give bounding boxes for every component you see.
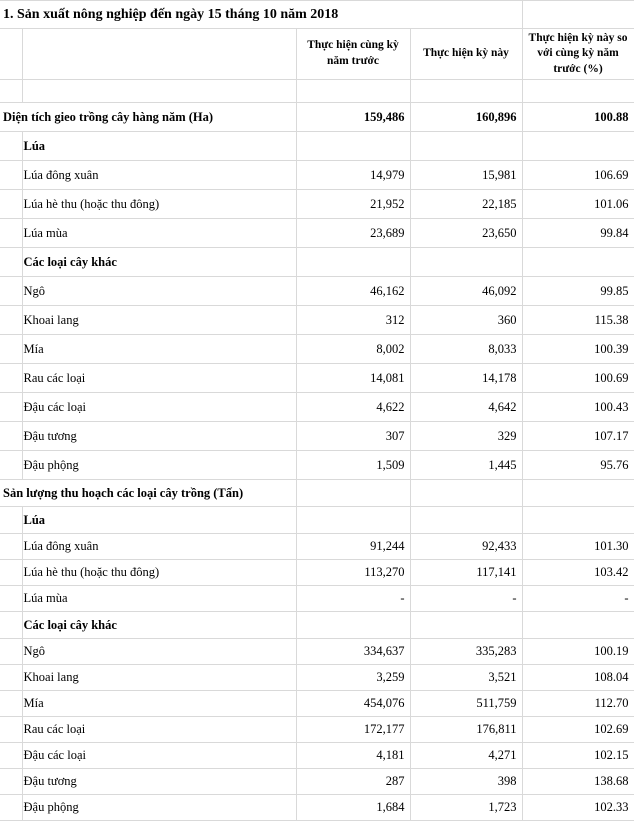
value-cur: 15,981 — [410, 161, 522, 190]
table-row — [0, 190, 634, 219]
empty-cell — [410, 248, 522, 277]
value-cur: 511,759 — [410, 691, 522, 717]
section-prev: 159,486 — [296, 103, 410, 132]
empty-cell — [0, 534, 22, 560]
value-cur: 329 — [410, 422, 522, 451]
value-pct: 100.69 — [522, 364, 634, 393]
group-row — [0, 248, 634, 277]
table-row — [0, 277, 634, 306]
empty-cell — [0, 190, 22, 219]
section-pct: 100.88 — [522, 103, 634, 132]
table-row — [0, 422, 634, 451]
table-row — [0, 534, 634, 560]
value-cur: 14,178 — [410, 364, 522, 393]
row-label: Khoai lang — [22, 665, 296, 691]
value-prev: 287 — [296, 769, 410, 795]
empty-cell — [0, 717, 22, 743]
value-prev: 91,244 — [296, 534, 410, 560]
empty-cell — [410, 507, 522, 534]
row-label: Mía — [22, 335, 296, 364]
row-label: Lúa đông xuân — [22, 161, 296, 190]
value-pct: - — [522, 586, 634, 612]
group-row — [0, 507, 634, 534]
header-cur: Thực hiện kỳ này — [410, 29, 522, 80]
empty-cell — [0, 364, 22, 393]
value-pct: 115.38 — [522, 306, 634, 335]
table-row — [0, 451, 634, 480]
row-label: Đậu phộng — [22, 451, 296, 480]
group-label: Lúa — [22, 132, 296, 161]
row-label: Lúa mùa — [22, 586, 296, 612]
table-row — [0, 717, 634, 743]
value-prev: 1,509 — [296, 451, 410, 480]
group-label: Các loại cây khác — [22, 612, 296, 639]
value-prev: 312 — [296, 306, 410, 335]
empty-cell — [0, 507, 22, 534]
value-cur: 4,271 — [410, 743, 522, 769]
value-pct: 138.68 — [522, 769, 634, 795]
empty-cell — [0, 393, 22, 422]
empty-cell — [0, 248, 22, 277]
empty-cell — [0, 277, 22, 306]
table-row — [0, 219, 634, 248]
table-row — [0, 665, 634, 691]
value-prev: 172,177 — [296, 717, 410, 743]
value-prev: 46,162 — [296, 277, 410, 306]
empty-cell — [0, 219, 22, 248]
empty-cell — [0, 451, 22, 480]
section-label: Diện tích gieo trồng cây hàng năm (Ha) — [0, 103, 296, 132]
value-cur: 46,092 — [410, 277, 522, 306]
empty-cell — [410, 132, 522, 161]
header-row — [0, 29, 634, 80]
value-pct: 101.30 — [522, 534, 634, 560]
section-pct — [522, 480, 634, 507]
value-pct: 100.19 — [522, 639, 634, 665]
empty-cell — [410, 612, 522, 639]
table-row — [0, 364, 634, 393]
value-pct: 99.85 — [522, 277, 634, 306]
value-prev: 14,979 — [296, 161, 410, 190]
empty-cell — [0, 639, 22, 665]
row-label: Ngô — [22, 277, 296, 306]
value-cur: 4,642 — [410, 393, 522, 422]
table-row — [0, 639, 634, 665]
empty-cell — [522, 248, 634, 277]
row-label: Đậu phộng — [22, 795, 296, 821]
table-row — [0, 306, 634, 335]
value-pct: 101.06 — [522, 190, 634, 219]
value-cur: 8,033 — [410, 335, 522, 364]
value-prev: 23,689 — [296, 219, 410, 248]
table-row — [0, 560, 634, 586]
spacer-row — [0, 80, 634, 103]
value-prev: - — [296, 586, 410, 612]
empty-cell — [296, 507, 410, 534]
row-label: Đậu các loại — [22, 393, 296, 422]
header-pct: Thực hiện kỳ này so với cùng kỳ năm trước (%) — [522, 29, 634, 80]
value-cur: 360 — [410, 306, 522, 335]
table-row — [0, 795, 634, 821]
row-label: Đậu các loại — [22, 743, 296, 769]
value-prev: 4,181 — [296, 743, 410, 769]
value-pct: 102.33 — [522, 795, 634, 821]
empty-cell — [522, 132, 634, 161]
value-prev: 21,952 — [296, 190, 410, 219]
section-row — [0, 103, 634, 132]
value-cur: - — [410, 586, 522, 612]
value-pct: 99.84 — [522, 219, 634, 248]
value-prev: 454,076 — [296, 691, 410, 717]
row-label: Lúa hè thu (hoặc thu đông) — [22, 560, 296, 586]
value-pct: 100.39 — [522, 335, 634, 364]
header-prev: Thực hiện cùng kỳ năm trước — [296, 29, 410, 80]
row-label: Khoai lang — [22, 306, 296, 335]
value-cur: 176,811 — [410, 717, 522, 743]
value-cur: 23,650 — [410, 219, 522, 248]
empty-cell — [22, 29, 296, 80]
value-prev: 3,259 — [296, 665, 410, 691]
empty-cell — [0, 132, 22, 161]
row-label: Rau các loại — [22, 717, 296, 743]
value-cur: 92,433 — [410, 534, 522, 560]
empty-cell — [522, 507, 634, 534]
table-row — [0, 691, 634, 717]
empty-cell — [0, 80, 22, 103]
row-label: Lúa mùa — [22, 219, 296, 248]
value-prev: 113,270 — [296, 560, 410, 586]
title-row — [0, 1, 634, 29]
empty-cell — [0, 29, 22, 80]
empty-cell — [296, 132, 410, 161]
row-label: Ngô — [22, 639, 296, 665]
empty-cell — [0, 335, 22, 364]
table-row — [0, 586, 634, 612]
value-prev: 8,002 — [296, 335, 410, 364]
table-row — [0, 769, 634, 795]
value-cur: 398 — [410, 769, 522, 795]
row-label: Đậu tương — [22, 422, 296, 451]
group-label: Các loại cây khác — [22, 248, 296, 277]
value-pct: 112.70 — [522, 691, 634, 717]
value-prev: 1,684 — [296, 795, 410, 821]
row-label: Mía — [22, 691, 296, 717]
table-row — [0, 743, 634, 769]
table-row — [0, 335, 634, 364]
group-row — [0, 132, 634, 161]
value-pct: 95.76 — [522, 451, 634, 480]
group-label: Lúa — [22, 507, 296, 534]
section-prev — [296, 480, 410, 507]
value-prev: 4,622 — [296, 393, 410, 422]
section-row — [0, 480, 634, 507]
empty-cell — [296, 80, 410, 103]
value-prev: 14,081 — [296, 364, 410, 393]
value-cur: 22,185 — [410, 190, 522, 219]
section-cur: 160,896 — [410, 103, 522, 132]
row-label: Lúa hè thu (hoặc thu đông) — [22, 190, 296, 219]
empty-cell — [0, 306, 22, 335]
section-cur — [410, 480, 522, 507]
value-pct: 102.15 — [522, 743, 634, 769]
empty-cell — [0, 665, 22, 691]
value-pct: 103.42 — [522, 560, 634, 586]
row-label: Lúa đông xuân — [22, 534, 296, 560]
value-pct: 102.69 — [522, 717, 634, 743]
empty-cell — [0, 769, 22, 795]
value-cur: 117,141 — [410, 560, 522, 586]
empty-cell — [0, 691, 22, 717]
value-pct: 100.43 — [522, 393, 634, 422]
value-prev: 307 — [296, 422, 410, 451]
empty-cell — [410, 80, 522, 103]
empty-cell — [296, 612, 410, 639]
empty-cell — [0, 743, 22, 769]
value-cur: 3,521 — [410, 665, 522, 691]
table-row — [0, 393, 634, 422]
empty-cell — [0, 795, 22, 821]
empty-cell — [522, 612, 634, 639]
empty-cell — [522, 80, 634, 103]
empty-cell — [0, 422, 22, 451]
group-row — [0, 612, 634, 639]
value-pct: 108.04 — [522, 665, 634, 691]
row-label: Rau các loại — [22, 364, 296, 393]
empty-cell — [22, 80, 296, 103]
empty-cell — [0, 586, 22, 612]
empty-cell — [0, 612, 22, 639]
value-prev: 334,637 — [296, 639, 410, 665]
empty-cell — [0, 560, 22, 586]
value-pct: 106.69 — [522, 161, 634, 190]
value-pct: 107.17 — [522, 422, 634, 451]
section-label: Sản lượng thu hoạch các loại cây trồng (Tấn) — [0, 480, 296, 507]
empty-cell — [522, 1, 634, 29]
row-label: Đậu tương — [22, 769, 296, 795]
empty-cell — [0, 161, 22, 190]
table-title: 1. Sản xuất nông nghiệp đến ngày 15 tháng 10 năm 2018 — [0, 1, 522, 29]
value-cur: 335,283 — [410, 639, 522, 665]
value-cur: 1,723 — [410, 795, 522, 821]
empty-cell — [296, 248, 410, 277]
value-cur: 1,445 — [410, 451, 522, 480]
table-row — [0, 161, 634, 190]
